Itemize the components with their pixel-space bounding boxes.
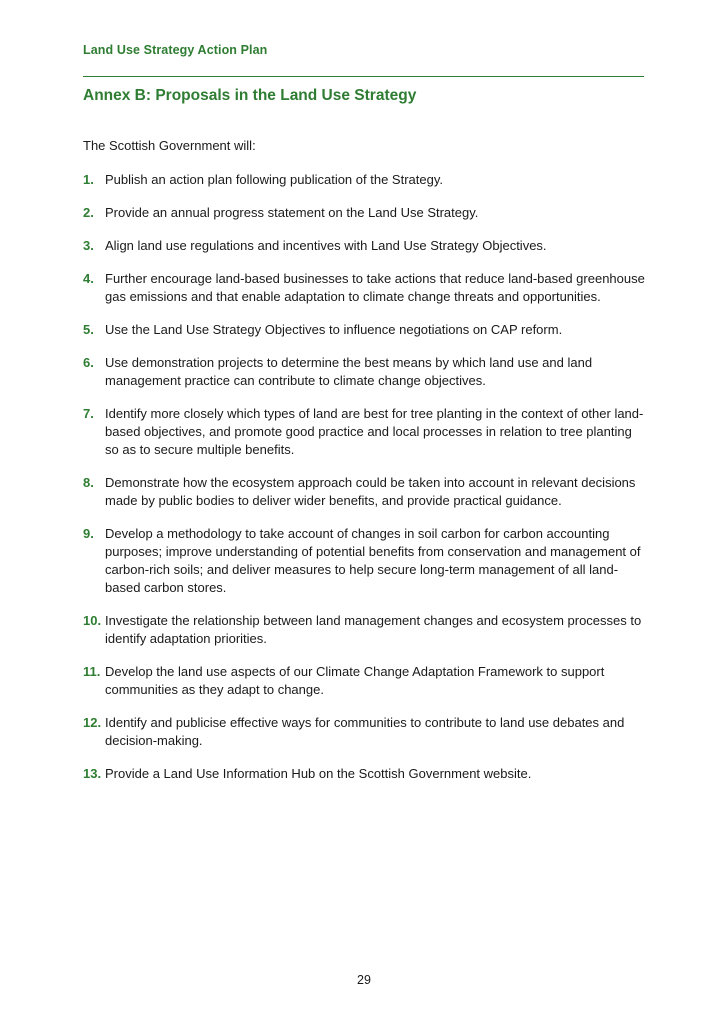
proposal-number: 12. <box>83 715 102 730</box>
proposal-text: Investigate the relationship between land management changes and ecosystem processes to identify adaptation priorities. <box>105 613 642 646</box>
proposal-item <box>83 612 648 648</box>
page-number: 29 <box>357 973 371 987</box>
proposal-text: Further encourage land-based businesses to take actions that reduce land-based greenhouse gas emissions and that enable adaptation to climate change threats and opportunities. <box>105 271 645 304</box>
intro-text: The Scottish Government will: <box>83 138 256 153</box>
proposal-text: Provide a Land Use Information Hub on the Scottish Government website. <box>105 766 532 781</box>
proposal-text: Identify and publicise effective ways for communities to contribute to land use debates and decision-making. <box>105 715 625 748</box>
proposal-item <box>83 525 648 597</box>
proposal-item <box>83 321 648 339</box>
proposal-number: 1. <box>83 172 94 187</box>
proposal-number: 2. <box>83 205 94 220</box>
proposal-text: Use the Land Use Strategy Objectives to influence negotiations on CAP reform. <box>105 322 563 337</box>
proposal-number: 3. <box>83 238 94 253</box>
proposal-number: 13. <box>83 766 102 781</box>
proposal-number: 9. <box>83 526 94 541</box>
section-title: Annex B: Proposals in the Land Use Strategy <box>83 87 417 104</box>
proposal-number: 7. <box>83 406 94 421</box>
running-header: Land Use Strategy Action Plan <box>83 43 268 57</box>
proposal-item <box>83 354 648 390</box>
proposal-text: Provide an annual progress statement on the Land Use Strategy. <box>105 205 479 220</box>
proposal-text: Align land use regulations and incentives with Land Use Strategy Objectives. <box>105 238 547 253</box>
proposal-text: Develop the land use aspects of our Climate Change Adaptation Framework to support communities as they adapt to change. <box>105 664 605 697</box>
proposal-item <box>83 765 648 783</box>
proposal-item <box>83 204 648 222</box>
proposal-number: 8. <box>83 475 94 490</box>
proposal-list <box>83 171 648 798</box>
proposal-number: 4. <box>83 271 94 286</box>
proposal-item <box>83 405 648 459</box>
proposal-text: Publish an action plan following publication of the Strategy. <box>105 172 443 187</box>
proposal-item <box>83 474 648 510</box>
header-divider <box>83 76 644 77</box>
proposal-item <box>83 171 648 189</box>
proposal-text: Develop a methodology to take account of changes in soil carbon for carbon accounting purposes; improve understanding of potential benefits from conservation and management of carbon-rich soils; and deliver measures to help secure long-term management of all land-based carbon stores. <box>105 526 641 595</box>
proposal-text: Identify more closely which types of land are best for tree planting in the context of other land-based objectives, and promote good practice and local processes in relation to tree planting so as to secure multiple benefits. <box>105 406 644 457</box>
proposal-text: Demonstrate how the ecosystem approach could be taken into account in relevant decisions made by public bodies to deliver wider benefits, and provide practical guidance. <box>105 475 636 508</box>
proposal-item <box>83 270 648 306</box>
proposal-number: 5. <box>83 322 94 337</box>
proposal-number: 10. <box>83 613 102 628</box>
proposal-number: 6. <box>83 355 94 370</box>
proposal-item <box>83 663 648 699</box>
proposal-item <box>83 237 648 255</box>
proposal-number: 11. <box>83 664 101 679</box>
proposal-text: Use demonstration projects to determine the best means by which land use and land management practice can contribute to climate change objectives. <box>105 355 593 388</box>
proposal-item <box>83 714 648 750</box>
